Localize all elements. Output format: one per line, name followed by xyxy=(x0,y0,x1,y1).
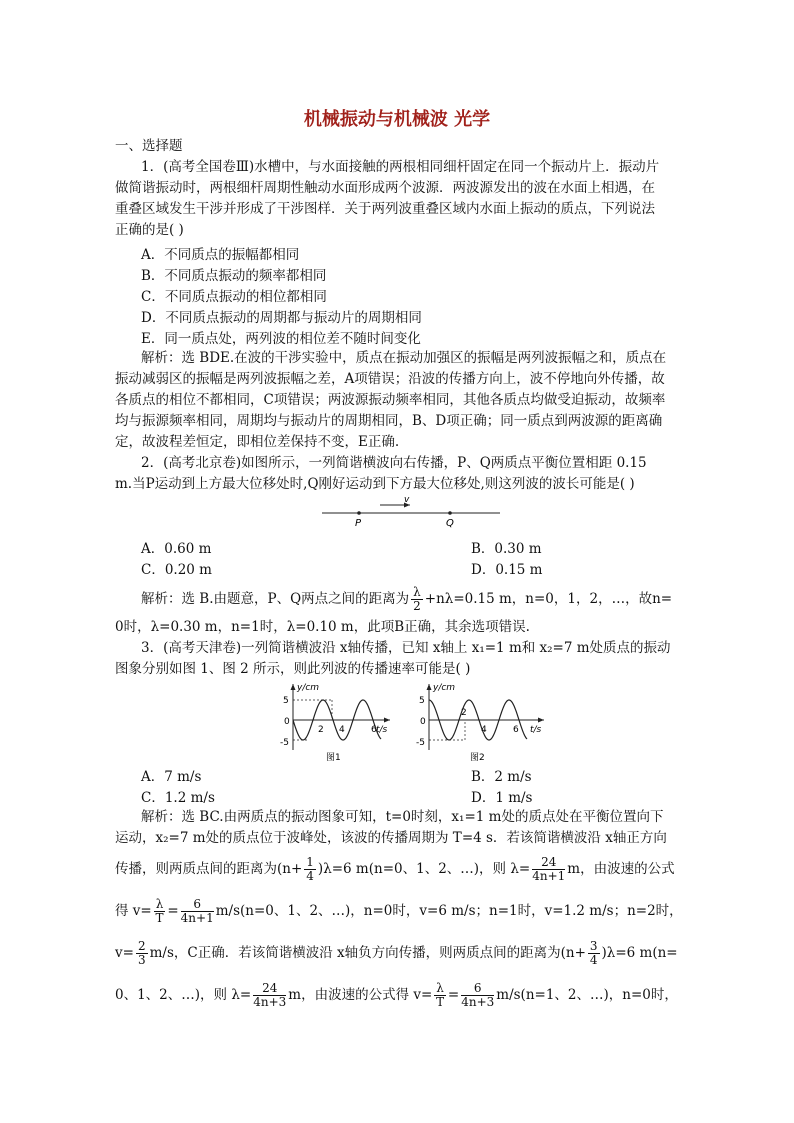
q3-solution-5 xyxy=(115,940,685,967)
y-axis-arrow xyxy=(427,684,432,690)
q3-line-2: 图象分别如图 1、图 2 所示，则此列波的传播速率可能是( ) xyxy=(115,661,471,677)
origin-label: 0 xyxy=(284,717,290,727)
q1-solution-2: 振动减弱区的振幅是两列波振幅之差，A项错误；沿波的传播方向上，波不停地向外传播，故 xyxy=(115,371,665,387)
text: v= xyxy=(115,945,134,961)
fraction xyxy=(434,982,446,1009)
fraction-den: 4 xyxy=(589,953,598,967)
t-tick-2: 2 xyxy=(318,725,324,735)
y-tick-pos: 5 xyxy=(419,696,425,706)
figure-caption: 图2 xyxy=(470,753,485,763)
q1-solution-4: 均与振源频率相同，周期均与振动片的周期相同，B、D项正确；同一质点到两波源的距离确 xyxy=(115,413,663,429)
fraction-den: 3 xyxy=(137,953,146,967)
fraction xyxy=(304,856,316,883)
fraction-num: 3 xyxy=(589,939,598,953)
q2-option-d: D．0.15 m xyxy=(471,562,543,578)
text: m，由波速的公式得 v= xyxy=(288,987,433,1003)
fraction xyxy=(461,982,494,1009)
y-tick-pos: 5 xyxy=(283,696,289,706)
q2-option-b: B．0.30 m xyxy=(471,541,542,557)
y-axis-label: y/cm xyxy=(297,683,320,693)
fraction-num: 24 xyxy=(532,856,565,870)
fraction xyxy=(411,586,423,613)
q3-figure-2 xyxy=(414,680,548,764)
section-heading: 一、选择题 xyxy=(115,138,183,154)
t-axis-label: t/s xyxy=(530,725,542,735)
q1-option-b: B．不同质点振动的频率都相同 xyxy=(141,268,327,284)
q3-figure-1 xyxy=(278,680,394,764)
fraction xyxy=(136,940,148,967)
y-axis-arrow xyxy=(291,684,296,690)
q3-solution-4 xyxy=(115,898,685,925)
fraction-num: 1 xyxy=(306,855,314,869)
q1-solution-1: 解析：选 BDE.在波的干涉实验中，质点在振动加强区的振幅是两列波振幅之和，质点在 xyxy=(141,350,667,366)
point-q-label: Q xyxy=(446,518,454,529)
text: = xyxy=(167,903,179,919)
figure-caption: 图1 xyxy=(326,753,341,763)
t-axis-arrow xyxy=(384,718,390,723)
fraction-den: 4 xyxy=(306,869,314,883)
origin-label: 0 xyxy=(420,717,426,727)
q1-line-3: 重叠区域发生干涉并形成了干涉图样．关于两列波重叠区域内水面上振动的质点，下列说法 xyxy=(115,201,655,217)
fraction-den: T xyxy=(436,995,445,1009)
q3-solution-1: 解析：选 BC.由两质点的振动图象可知，t=0时刻，x₁=1 m处的质点处在平衡位置向下 xyxy=(141,809,664,825)
t-tick-4: 4 xyxy=(339,725,345,735)
q3-option-b: B．2 m/s xyxy=(471,769,532,785)
fraction xyxy=(181,898,214,925)
t-tick-6: 6 xyxy=(513,725,519,735)
fraction-num: 6 xyxy=(461,982,494,996)
q2-solution-pre: 解析：选 B.由题意，P、Q两点之间的距离为 xyxy=(141,591,410,607)
point-q-dot xyxy=(448,511,452,515)
page-title: 机械振动与机械波 光学 xyxy=(303,109,491,130)
q2-line-2: m.当P运动到上方最大位移处时,Q刚好运动到下方最大位移处,则这列波的波长可能是( ) xyxy=(115,476,635,492)
t-tick-2: 2 xyxy=(461,708,467,718)
fraction-den: 4n+3 xyxy=(461,995,495,1009)
q3-option-a: A．7 m/s xyxy=(141,769,202,785)
text: m/s(n=0、1、2、…)，n=0时，v=6 m/s；n=1时，v=1.2 m/s；n=2时， xyxy=(215,903,683,919)
q3-solution-6 xyxy=(115,982,685,1009)
q2-option-c: C．0.20 m xyxy=(141,562,212,578)
t-tick-6: 6 xyxy=(371,725,377,735)
fraction-num: λ xyxy=(436,981,444,995)
t-axis-label: t/s xyxy=(376,725,388,735)
q2-line-1: 2．(高考北京卷)如图所示，一列简谐横波向右传播，P、Q两质点平衡位置相距 0.15 xyxy=(141,455,647,471)
text: m/s，C正确．若该简谐横波沿 x轴负方向传播，则两质点间的距离为(n+ xyxy=(149,945,586,961)
q1-solution-5: 定，故波程差恒定，即相位差保持不变，E正确. xyxy=(115,434,400,450)
t-tick-4: 4 xyxy=(481,725,487,735)
fraction-den: T xyxy=(155,911,164,925)
y-tick-neg: -5 xyxy=(280,738,289,748)
q2-option-a: A．0.60 m xyxy=(141,541,212,557)
fraction-den: 4n+1 xyxy=(180,911,214,925)
text: 得 v= xyxy=(115,903,152,919)
q1-line-4: 正确的是( ) xyxy=(115,222,184,238)
fraction xyxy=(588,940,600,967)
q1-line-1: 1．(高考全国卷Ⅲ)水槽中，与水面接触的两根相同细杆固定在同一个振动片上．振动片 xyxy=(141,159,660,175)
fraction xyxy=(253,982,286,1009)
q2-solution-2: 0时，λ=0.30 m，n=1时，λ=0.10 m，此项B正确，其余选项错误. xyxy=(115,619,530,635)
fraction-num: 2 xyxy=(137,939,146,953)
fraction xyxy=(154,898,166,925)
fraction-den: 2 xyxy=(413,599,421,613)
q3-solution-3 xyxy=(115,856,685,883)
fraction-den: 4n+1 xyxy=(532,869,566,883)
fraction-den: 4n+3 xyxy=(253,995,287,1009)
q1-solution-3: 各质点的相位不都相同，C项错误；两波源振动频率相同，其他各质点均做受迫振动，故频率 xyxy=(115,392,666,408)
text: )λ=6 m(n=0、1、2、…)，则 λ= xyxy=(317,861,531,877)
fraction-num: 24 xyxy=(253,982,286,996)
text: m，由波速的公式 xyxy=(567,861,675,877)
y-tick-neg: -5 xyxy=(416,738,425,748)
y-axis-label: y/cm xyxy=(433,683,456,693)
q3-option-d: D．1 m/s xyxy=(471,790,533,806)
text: )λ=6 m(n= xyxy=(601,945,678,961)
q3-line-1: 3．(高考天津卷)一列简谐横波沿 x轴传播，已知 x轴上 x₁=1 m和 x₂=7 m处质点的振动 xyxy=(141,640,671,656)
q3-solution-2: 运动，x₂=7 m处的质点位于波峰处，该波的传播周期为 T=4 s．若该简谐横波沿 x轴正方向 xyxy=(115,830,667,846)
q1-option-c: C．不同质点振动的相位都相同 xyxy=(141,289,327,305)
q2-wave-figure xyxy=(318,494,504,530)
text: = xyxy=(447,987,460,1003)
text: 0、1、2、…)，则 λ= xyxy=(115,987,252,1003)
fraction xyxy=(532,856,565,883)
text: m/s(n=1、2、…)，n=0时， xyxy=(496,987,678,1003)
t-axis-arrow xyxy=(538,718,544,723)
q2-solution-1 xyxy=(141,586,711,613)
fraction-num: λ xyxy=(413,585,421,599)
q3-option-c: C．1.2 m/s xyxy=(141,790,215,806)
q1-line-2: 做简谐振动时，两根细杆周期性触动水面形成两个波源．两波源发出的波在水面上相遇，在 xyxy=(115,180,655,196)
q1-option-d: D．不同质点振动的周期都与振动片的周期相同 xyxy=(141,310,422,326)
q2-solution-post: +nλ=0.15 m，n=0，1，2，…，故n= xyxy=(424,591,673,607)
point-p-label: P xyxy=(355,518,362,529)
fraction-num: 6 xyxy=(181,898,214,912)
fraction-num: λ xyxy=(155,897,164,911)
q1-option-e: E．同一质点处，两列波的相位差不随时间变化 xyxy=(141,331,421,347)
text: 传播，则两质点间的距离为(n+ xyxy=(115,861,303,877)
point-p-dot xyxy=(357,511,361,515)
velocity-label: v xyxy=(404,495,410,505)
q1-option-a: A．不同质点的振幅都相同 xyxy=(141,247,300,263)
